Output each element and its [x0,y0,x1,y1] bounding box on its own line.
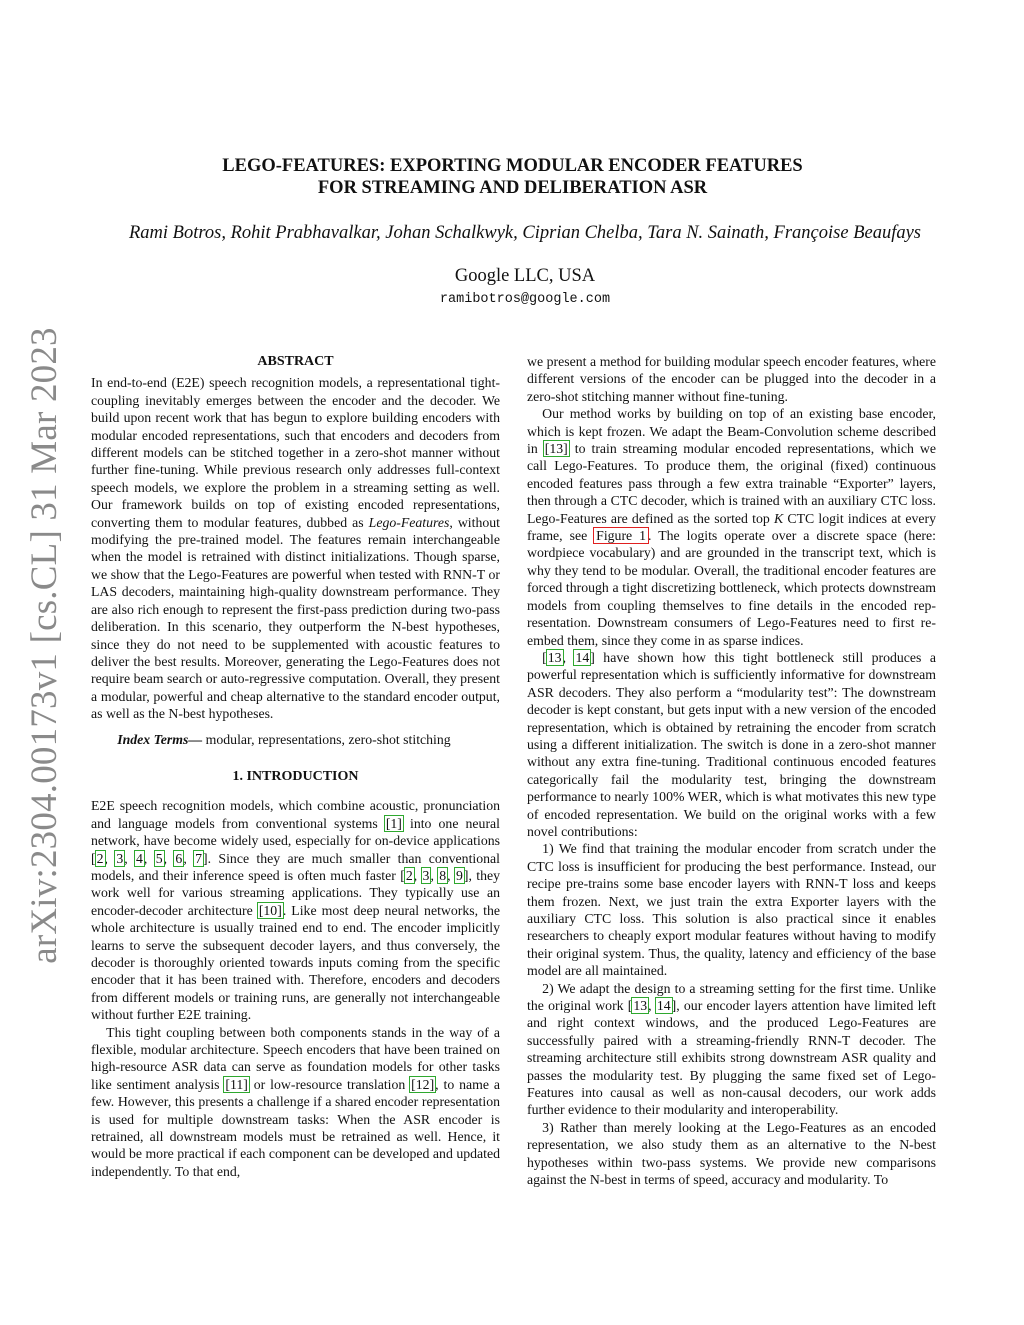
index-terms-label: Index Terms— [117,731,203,747]
citation-link[interactable]: 7 [195,850,203,866]
citation-link[interactable]: 8 [439,867,447,883]
citation-link[interactable]: 5 [155,850,163,866]
arxiv-stamp-text: arXiv:2304.00173v1 [cs.CL] 31 Mar 2023 [23,326,65,964]
author-email: ramibotros@google.com [439,292,611,307]
citation-link[interactable]: 13 [633,998,648,1014]
citation-link[interactable]: [1] [385,815,402,831]
index-terms: Index Terms— modular, representations, zero-shot stitching [117,731,451,747]
intro-paragraph-1: E2E speech recognition models, which combine acoustic, pronunciation and language models from conventional systems [1] into one neural network, have become widely used, especially for on-device applications [2, 3, 4, 5, 6, 7]. Since they are much smaller than conventional models, and their inference speed is often much faster [2, 3, 8, 9], they work well for various streaming applications. They typically use an encoder-decoder architecture [10]. Like most deep neural networks, the whole architecture is usually trained end to end. The encoder implicitly learns to serve the subsequent decoder layers, and thus conversely, the decoder is thoroughly oriented towards inputs coming from the specific encoder that it has been trained with. Therefore, encoders and decoders from different models or training runs, are generally not interchangeable without further E2E training. [91,798,501,1023]
citation-link[interactable]: 2 [96,850,104,866]
right-column [527,353,936,1189]
contribution-1: 1) We find that training the modular encoder from scratch under the CTC loss is insufficient for producing the best performance. Instead, our recipe pre-trains some base encoder layers with RNN-T loss and keeps them frozen. Next, we just train the extra Exporter layers with the auxiliary CTC loss. This solution is also practical since it enables researchers to cheaply export modular features without having to modify their original system. Thus, the quality, latency and efficiency of the base model are all maintained. [527,841,936,979]
right-paragraph-1: we present a method for building modular speech encoder features, where different versions of the encoder can be plugged into the decoder in a zero-shot stitching manner without fine-tuning. [527,354,936,404]
citation-link[interactable]: 14 [575,649,590,665]
citation-link[interactable]: 13 [547,649,562,665]
right-paragraph-3: [13, 14] have shown how this tight bottleneck still produces a powerful representation which is sufficiently informative for downstream ASR decoders. They also perform a “modularity test”: The downstream decoder is kept constant, but gets input with a new version of the encoded representation, which is obtained by retraining the encoder from scratch using a different initialization. The switch is done in a zero-shot manner without any extra fine-tuning. Traditional continuous encoded features categorically fail the modularity test, bringing the downstream performance to nearly 100% WER, which is what motivates this new type of encoded representation. We build on the original works with a few novel contributions: [527,649,936,839]
title-line-2: FOR STREAMING AND DELIBERATION ASR [317,178,708,198]
introduction-heading: 1. INTRODUCTION [232,768,359,784]
citation-link[interactable]: 3 [116,850,124,866]
left-column [91,353,500,1180]
citation-link[interactable]: [13] [544,441,568,457]
right-paragraph-2: Our method works by building on top of an existing base encoder, which is kept frozen. We adapt the Beam-Convolution scheme described in [13] to train streaming modular encoded representations, which we call Lego-Features. To produce them, the original (fixed) continuous encoded features pass through a few extra trainable “Exporter” layers, then through a CTC decoder, which is trained with an auxiliary CTC loss. Lego-Features are defined as the sorted top K CTC logit indices at every frame, see Figure 1 . The logits operate over a discrete space (here: wordpiece vocabulary) and are grounded in the transcript text, which is why they tend to be modular. Overall, the traditional encoder features are forced through a tight discretizing bottleneck, which protects downstream models from coupling themselves to fine details in the encoded representation. Downstream consumers of Lego-Features need to first re-embed them, since they come in as sparse indices. [527,406,936,648]
citation-link[interactable]: [12] [411,1076,435,1092]
citation-link[interactable]: 14 [656,998,671,1014]
abstract-heading: ABSTRACT [257,354,334,369]
variable-k: K [773,510,784,526]
title-line-1: LEGO-FEATURES: EXPORTING MODULAR ENCODER FEATURES [222,156,803,176]
affiliation: Google LLC, USA [454,266,596,286]
citation-link[interactable]: 2 [405,867,413,883]
citation-link[interactable]: [11] [225,1076,248,1092]
citation-link[interactable]: 4 [136,850,143,866]
paper-title [90,155,935,199]
citation-link[interactable]: [10] [258,902,282,918]
intro-paragraph-2: This tight coupling between both components stands in the way of a flexible, modular architecture. Speech encoders that have been trained on high-resource ASR data can serve as foundation models for other tasks like sentiment analysis [11] or low-resource translation [12], to name a few. However, this presents a challenge if a shared encoder representation is used for multiple downstream tasks: When the ASR encoder is retrained, all downstream models must be retrained as well. Hence, it would be more practical if each component can be developed and updated independently. To that end, [91,1024,500,1179]
contribution-2: 2) We adapt the design to a streaming setting for the first time. Unlike the original work [13, 14], our encoder layers attention have limited left and right context windows, and the produced Lego-Features are successfully paired with a streaming-friendly RNN-T decoder. The streaming architecture still exhibits strong downstream ASR quality and passes the modularity test. By plugging the same fixed set of Lego-Features into causal as well as non-causal decoders, our work adds further evidence to their modularity and interoperability. [527,980,936,1118]
contribution-3: 3) Rather than merely looking at the Lego-Features as an encoded representation, we also study them as an alternative to the N-best hypotheses within two-pass systems. We provide new comparisons against the N-best in terms of speed, accuracy and modularity. To [527,1119,936,1188]
figure-1-link[interactable]: Figure 1 [596,528,647,544]
author-list: Rami Botros, Rohit Prabhavalkar, Johan Schalkwyk, Ciprian Chelba, Tara N. Sainath, Françoise Beaufays [128,223,922,243]
abstract-text: In end-to-end (E2E) speech recognition models, a representational tight-coupling inevitably emerges between the encoder and the decoder. We build upon recent work that has begun to explore building encoders with modular encoded representations, such that encoders and decoders from different models can be stitched together in a zero-shot manner without further fine-tuning. While previous research only addresses full-context speech models, we explore the problem in a streaming setting as well. Our framework builds on top of existing encoded representations, converting them to modular features, dubbed as Lego-Features, without modifying the pre-trained model. The features remain interchangeable when the model is retrained with distinct initializations. Though sparse, we show that the Lego-Features are powerful when tested with RNN-T or LAS decoders, maintaining high-quality downstream performance. They are also rich enough to represent the first-pass prediction during two-pass deliberation. In this scenario, they outperform the N-best hypotheses, since they do not need to be supplemented with acoustic features to deliver the best results. Moreover, generating the Lego-Features does not require beam search or auto-regressive computation. Overall, they present a modular, powerful and cheap alternative to the standard encoder output, as well as the N-best hypotheses. [91,375,500,722]
citation-link[interactable]: 9 [455,867,463,883]
citation-link[interactable]: 3 [422,867,430,883]
lego-features-emphasis: Lego-Features [368,514,450,530]
citation-link[interactable]: 6 [175,850,183,866]
arxiv-stamp [20,326,68,964]
